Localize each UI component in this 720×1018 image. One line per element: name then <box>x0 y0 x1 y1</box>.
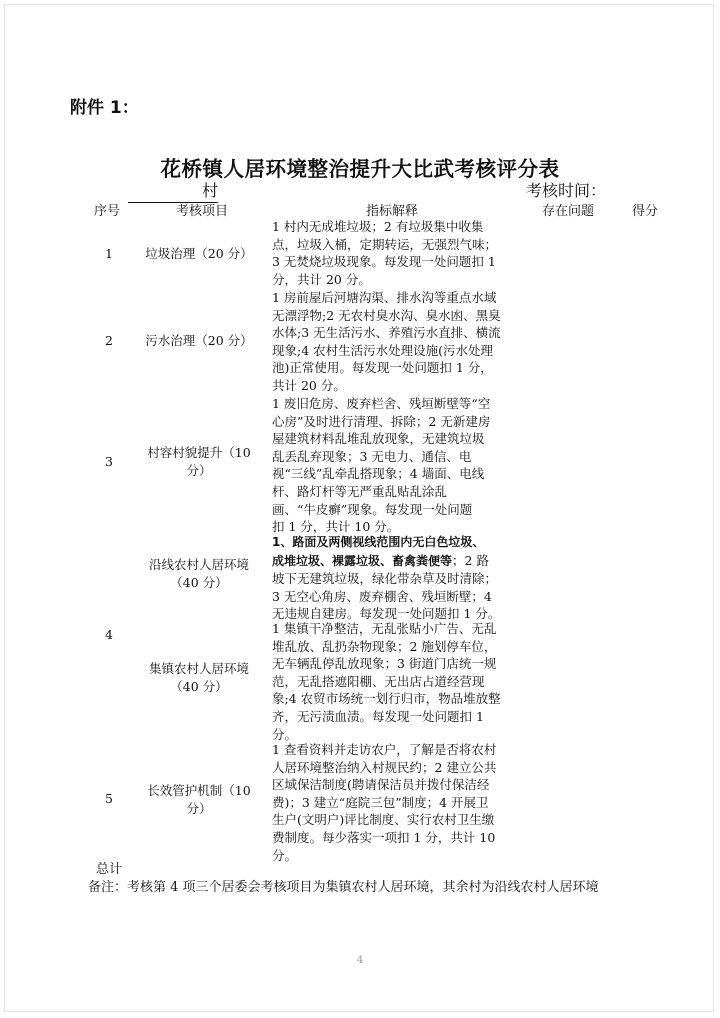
row-1-explain: 1 村内无成堆垃圾；2 有垃圾集中收集 点，垃圾入桶，定期转运，无强烈气味； 3 无焚烧垃圾现象。每发现一处问题扣 1 分，共计 20 分。 <box>272 219 498 287</box>
header-item: 考核项目 <box>176 204 229 219</box>
row-3-explain: 1 废旧危房、废弃栏舍、残垣断壁等“空 心房”及时进行清理、拆除；2 无新建房 屋建筑材料乱堆乱放现象，无建筑垃圾 乱丢乱弃现象；3 无电力、通信、电 视“三线”乱牵乱搭现象；4 墙面、电线 杆、路灯杆等无严重乱贴乱涂乱 画、“牛皮癣”现象。每发现一处问题 扣 1 分，共计 10 分。 <box>272 396 491 535</box>
header-explain: 指标解释 <box>366 204 419 219</box>
total-label: 总计 <box>96 862 123 877</box>
row-1-no: 1 <box>105 246 113 261</box>
row-4b-explain: 1 集镇干净整洁，无乱张贴小广告、无乱 堆乱放、乱扔杂物现象；2 施划停车位， 无车辆乱停乱放现象；3 街道门店统一规 范，无乱搭遮阳棚、无出店占道经营现 象;4 农贸市场统一划行归市，物品堆放整 齐，无污渍血渍。每发现一处问题扣 1 分。 <box>272 621 501 742</box>
document-title: 花桥镇人居环境整治提升大比武考核评分表 <box>160 157 560 181</box>
attachment-label: 附件 1： <box>70 98 139 118</box>
time-label: 考核时间： <box>526 181 607 200</box>
village-field: 村 <box>128 180 218 203</box>
row-2-explain: 1 房前屋后河塘沟渠、排水沟等重点水域 无漂浮物;2 无农村臭水沟、臭水凼、黑臭 水体;3 无生活污水、养殖污水直排、横流 现象;4 农村生活污水处理设施(污水处理 池)正常使用。每发现一处问题扣 1 分， 共计 20 分。 <box>272 290 501 393</box>
row-5-explain: 1 查看资料并走访农户，了解是否将农村 人居环境整治纳入村规民约；2 建立公共 区域保洁制度(聘请保洁员并拨付保洁经 费)；3 建立“庭院三包”制度；4 开展卫 生户(文明户)评比制度、实行农村卫生缴 费制度。每少落实一项扣 1 分，共计 10 分。 <box>272 742 497 863</box>
header-problems: 存在问题 <box>542 204 595 219</box>
row-4b-item: 集镇农村人居环境 （40 分） <box>148 661 249 694</box>
row-2-no: 2 <box>105 333 113 348</box>
row-2-item: 污水治理（20 分） <box>145 333 253 348</box>
header-score: 得分 <box>632 204 659 219</box>
page-number: 4 <box>356 955 364 966</box>
row-4a-explain: 1、路面及两侧视线范围内无白色垃圾、 成堆垃圾、裸露垃圾、畜禽粪便等；2 路 坡下无建筑垃圾，绿化带杂草及时清除； 3 无空心角房、废弃棚舍、残垣断壁；4 无违规自建房。每发现一处问题扣 1 分。 <box>272 535 501 622</box>
row-1-item: 垃圾治理（20 分） <box>145 246 253 261</box>
row-5-item: 长效管护机制（10 分） <box>147 783 251 816</box>
row-3-no: 3 <box>105 454 113 469</box>
row-5-no: 5 <box>105 791 113 806</box>
row-4-no: 4 <box>105 627 113 642</box>
row-3-item: 村容村貌提升（10 分） <box>147 445 251 478</box>
row-4a-item: 沿线农村人居环境 （40 分） <box>148 557 249 590</box>
header-no: 序号 <box>94 204 121 219</box>
footnote: 备注：考核第 4 项三个居委会考核项目为集镇农村人居环境，其余村为沿线农村人居环境 <box>88 880 599 895</box>
